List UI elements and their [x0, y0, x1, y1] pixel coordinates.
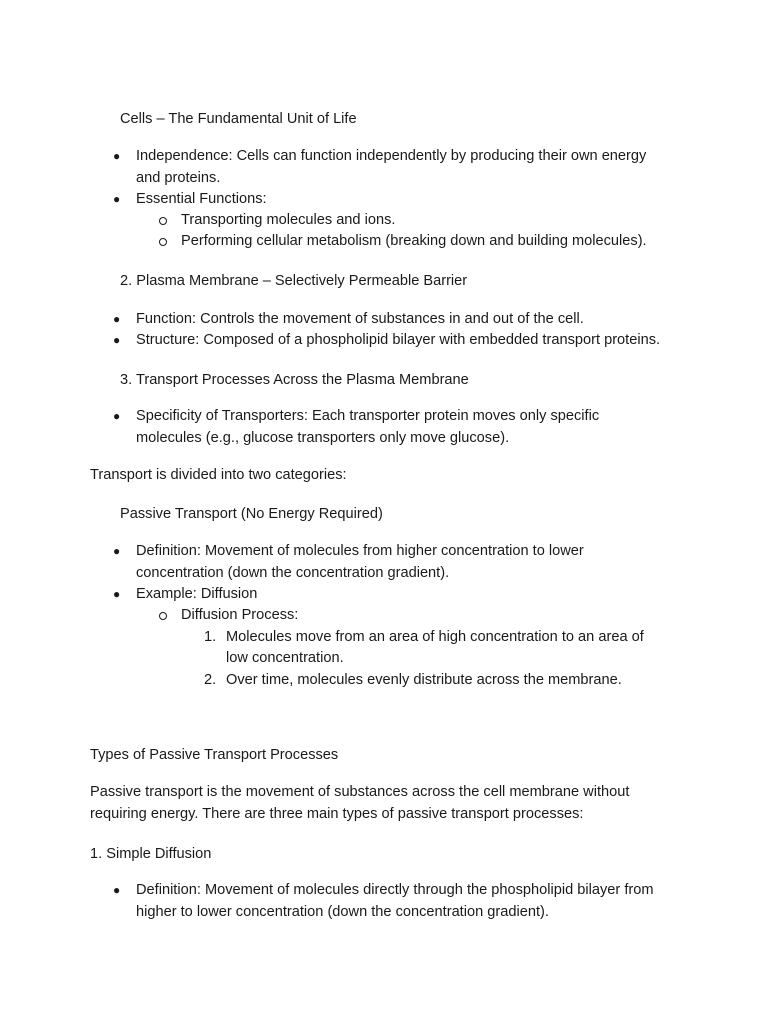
bullet-icon: ● — [113, 312, 121, 326]
bullet-icon: ● — [113, 587, 121, 601]
list-item-specificity: Specificity of Transporters: Each transporter protein moves only specific — [136, 408, 600, 424]
sublist-item-diffusion-process: Diffusion Process: — [181, 607, 299, 623]
list-item-simple-diffusion-definition: Definition: Movement of molecules directly through the phospholipid bilayer from — [136, 882, 654, 898]
hollow-bullet-icon — [159, 217, 167, 225]
list-item-simple-diffusion-definition-cont: higher to lower concentration (down the concentration gradient). — [136, 904, 549, 920]
section-heading-cells: Cells – The Fundamental Unit of Life — [120, 111, 357, 127]
list-item-passive-example: Example: Diffusion — [136, 586, 258, 602]
hollow-bullet-icon — [159, 612, 167, 620]
sublist-item-metabolism: Performing cellular metabolism (breaking down and building molecules). — [181, 233, 647, 249]
list-item-passive-definition-cont: concentration (down the concentration gradient). — [136, 565, 450, 581]
list-item-essential-functions: Essential Functions: — [136, 191, 267, 207]
sublist-item-transporting: Transporting molecules and ions. — [181, 212, 396, 228]
list-item-function: Function: Controls the movement of substances in and out of the cell. — [136, 311, 584, 327]
hollow-bullet-icon — [159, 238, 167, 246]
paragraph-types-intro: Passive transport is the movement of substances across the cell membrane without — [90, 784, 630, 800]
section-heading-types-passive: Types of Passive Transport Processes — [90, 747, 339, 763]
section-heading-passive-transport: Passive Transport (No Energy Required) — [120, 506, 383, 522]
bullet-icon: ● — [113, 409, 121, 423]
list-item-specificity-cont: molecules (e.g., glucose transporters only move glucose). — [136, 430, 510, 446]
list-item-structure: Structure: Composed of a phospholipid bilayer with embedded transport proteins. — [136, 332, 661, 348]
section-heading-transport-processes: 3. Transport Processes Across the Plasma Membrane — [120, 372, 469, 388]
bullet-icon: ● — [113, 883, 121, 897]
bullet-icon: ● — [113, 149, 121, 163]
paragraph-categories-intro: Transport is divided into two categories: — [90, 467, 347, 483]
step-number: 2. — [204, 672, 217, 688]
step-item-molecules-move-cont: low concentration. — [226, 650, 344, 666]
paragraph-types-intro-cont: requiring energy. There are three main types of passive transport processes: — [90, 806, 584, 822]
list-item-passive-definition: Definition: Movement of molecules from higher concentration to lower — [136, 543, 584, 559]
list-item-independence-cont: and proteins. — [136, 170, 221, 186]
bullet-icon: ● — [113, 544, 121, 558]
step-number: 1. — [204, 629, 217, 645]
bullet-icon: ● — [113, 333, 121, 347]
section-heading-plasma-membrane: 2. Plasma Membrane – Selectively Permeable Barrier — [120, 273, 468, 289]
section-heading-simple-diffusion: 1. Simple Diffusion — [90, 846, 212, 862]
step-item-over-time: Over time, molecules evenly distribute across the membrane. — [226, 672, 622, 688]
bullet-icon: ● — [113, 192, 121, 206]
step-item-molecules-move: Molecules move from an area of high concentration to an area of — [226, 629, 644, 645]
list-item-independence: Independence: Cells can function independently by producing their own energy — [136, 148, 647, 164]
